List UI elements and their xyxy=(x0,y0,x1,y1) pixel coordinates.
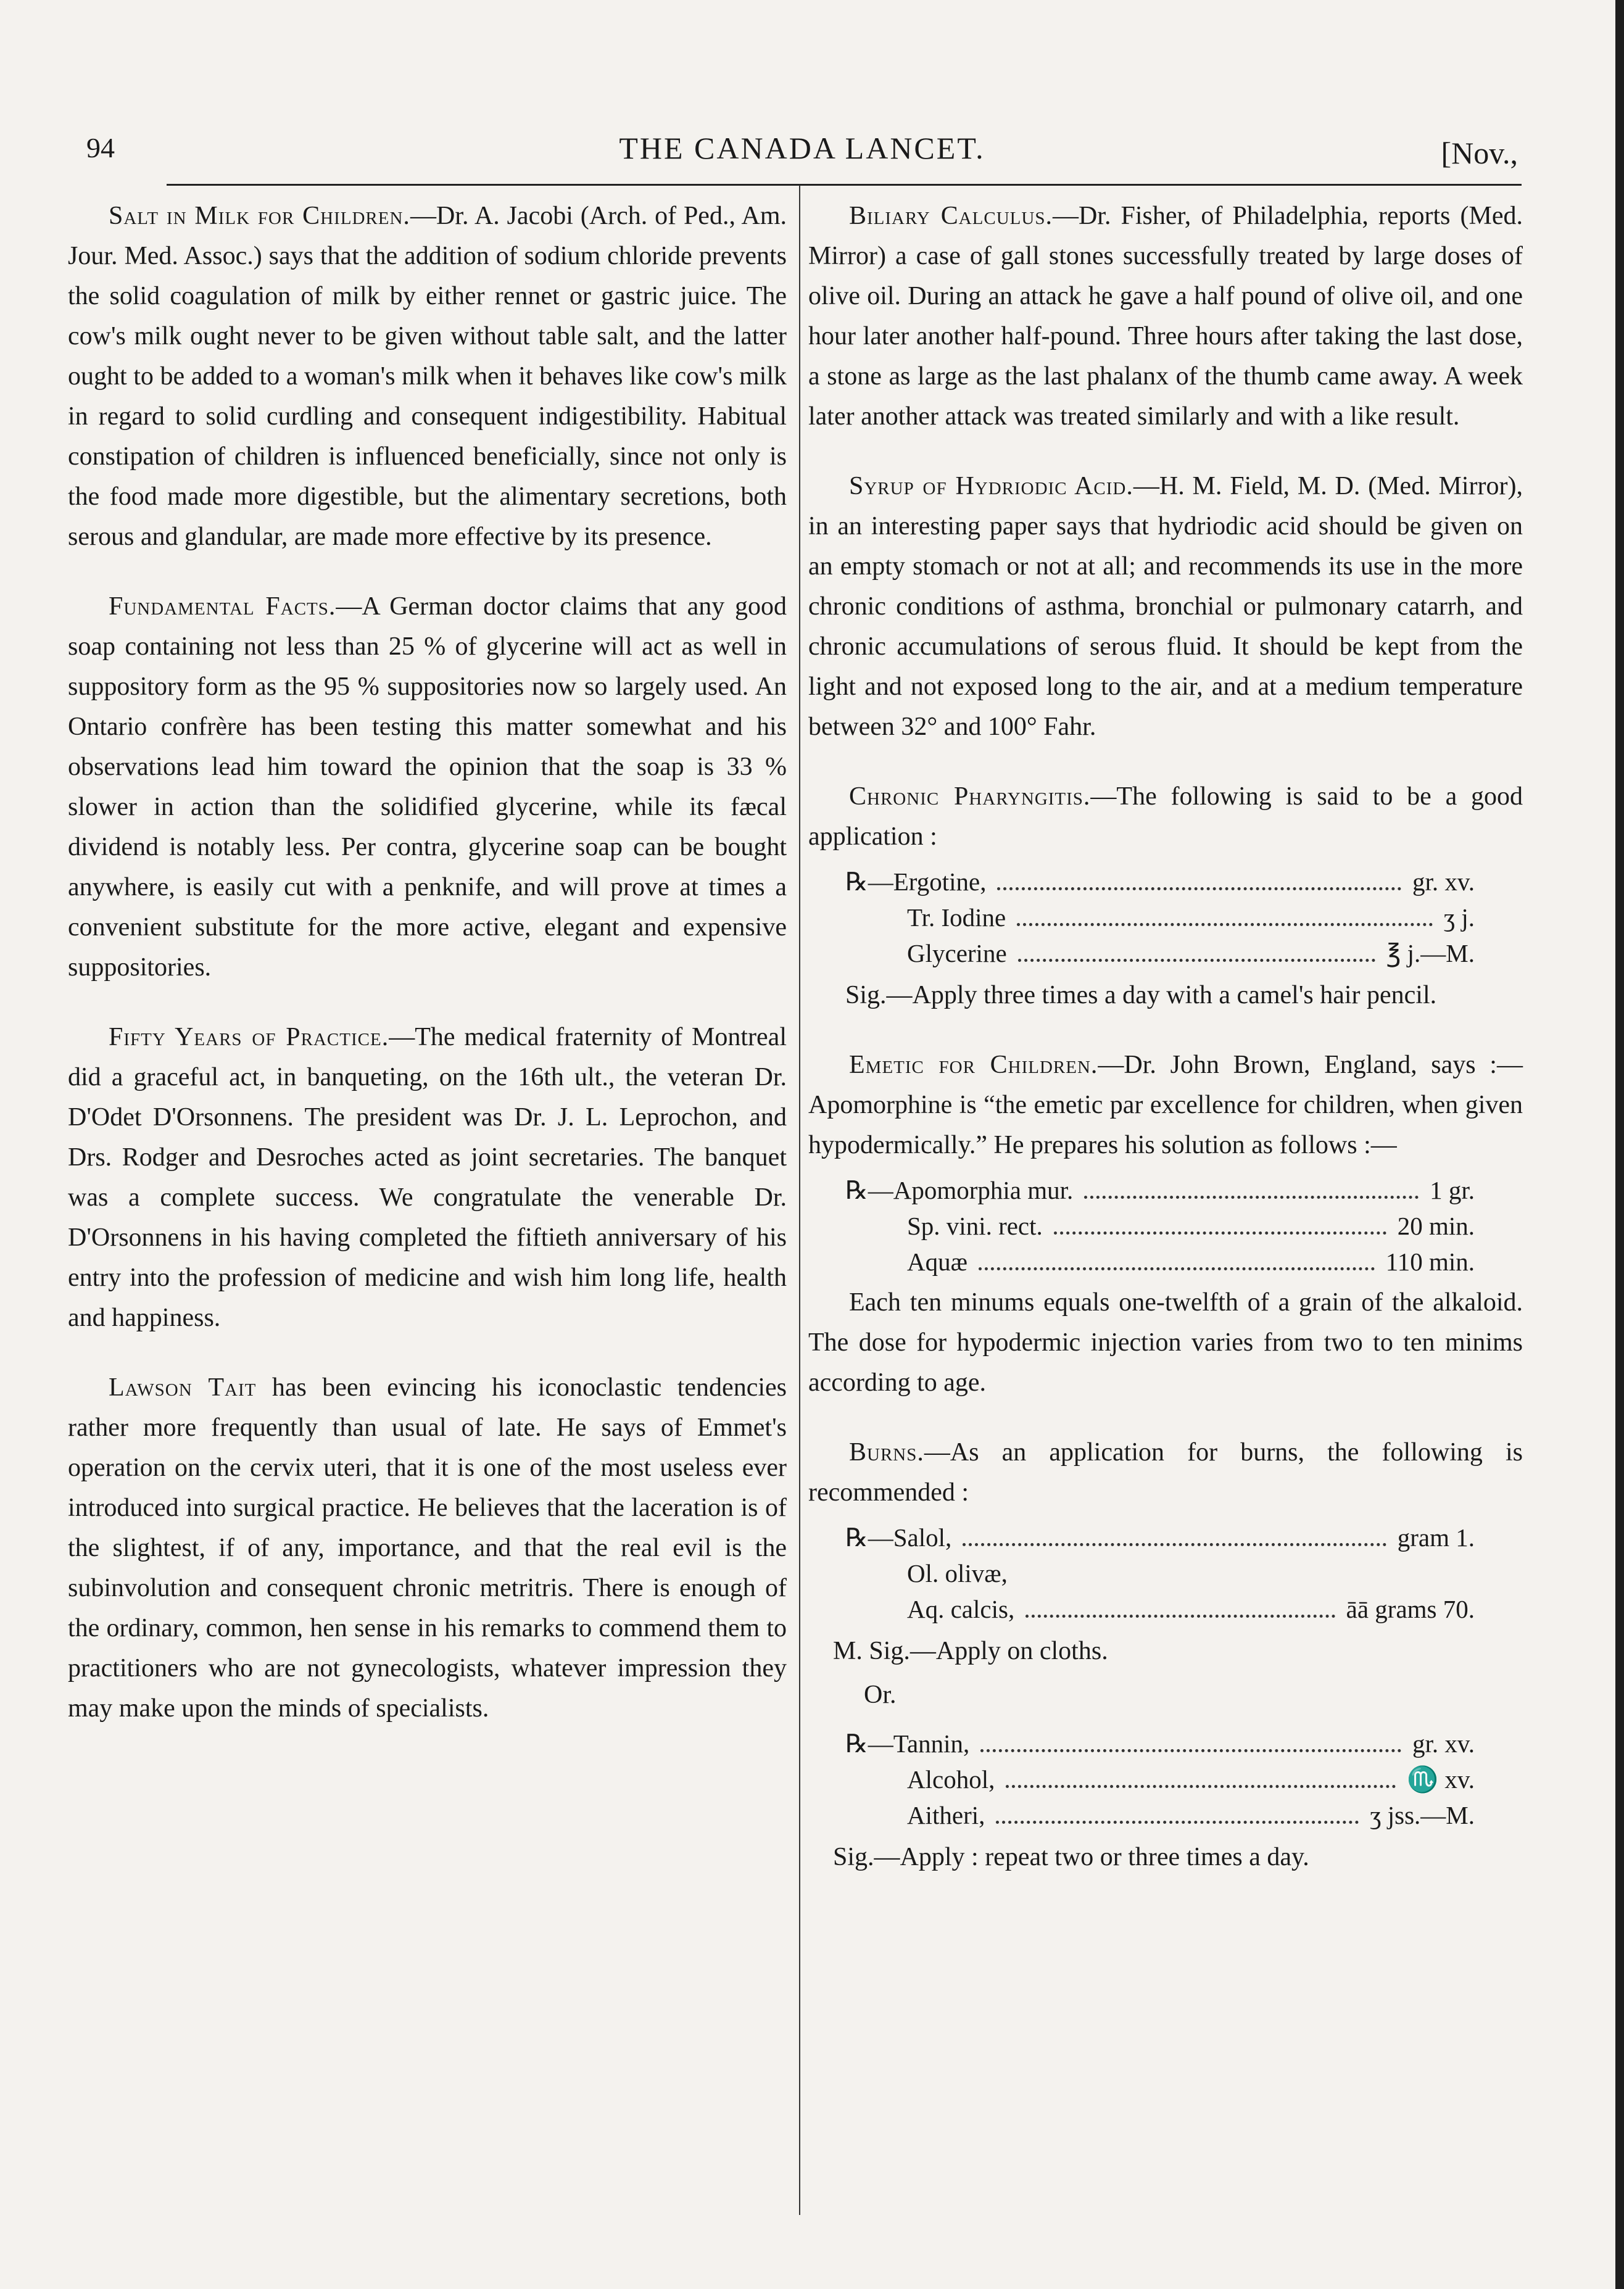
article-fundamental-facts xyxy=(68,587,787,988)
article-syrup-hydriodic xyxy=(808,466,1523,747)
prescription-row xyxy=(845,1795,1475,1831)
prescription-pharyngitis xyxy=(845,862,1475,969)
prescription-ingredient: ℞—Tannin, xyxy=(845,1729,970,1758)
right-column xyxy=(808,196,1523,1881)
prescription-dose: ʒ j. xyxy=(1443,903,1475,932)
prescription-row xyxy=(845,1170,1475,1206)
article-salt-in-milk xyxy=(68,196,787,557)
left-column xyxy=(68,196,787,1758)
article-body: —Dr. A. Jacobi (Arch. of Ped., Am. Jour. Med. Assoc.) says that the addition of sodium chloride prevents the solid coagulation of milk by either rennet or gastric juice. The cow's milk ought never to be given without table salt, and the latter ought to be added to a woman's milk when it behaves like cow's milk in regard to solid curdling and consequent indigestibility. Habitual constipation of children is influenced beneficially, since not only is the food made more digestible, but the alimentary secretions, both serous and glandular, are made more effective by its presence. xyxy=(68,202,787,551)
prescription-row xyxy=(845,898,1475,933)
article-chronic-pharyngitis xyxy=(808,777,1523,857)
article-burns xyxy=(808,1433,1523,1513)
article-heading: Chronic Pharyngitis. xyxy=(849,782,1091,811)
prescription-row xyxy=(845,1589,1475,1625)
prescription-row xyxy=(845,1554,1475,1589)
prescription-dose: ʒ jss.—M. xyxy=(1370,1801,1475,1829)
prescription-sig: Sig.—Apply : repeat two or three times a day. xyxy=(833,1843,1309,1871)
prescription-sig: M. Sig.—Apply on cloths. xyxy=(833,1637,1108,1665)
dot-leader xyxy=(979,1267,1375,1270)
running-title: THE CANADA LANCET. xyxy=(619,131,985,165)
dot-leader xyxy=(997,887,1401,890)
article-body: —The medical fraternity of Montreal did a graceful act, in banqueting, on the 16th ult., the veteran Dr. D'Odet D'Orsonnens. The president was Dr. J. L. Leprochon, and Drs. Rodger and Desroches acted as joint secretaries. The banquet was a complete success. We congratulate the venerable Dr. D'Orsonnens in his having completed the fiftieth anniversary of his entry into the profession of medicine and wish him long life, health and happiness. xyxy=(68,1023,787,1332)
prescription-ingredient: Ol. olivæ, xyxy=(907,1559,1008,1587)
prescription-sig: Sig.—Apply three times a day with a camel's hair pencil. xyxy=(845,981,1437,1009)
prescription-dose: ♏ xv. xyxy=(1407,1765,1475,1794)
prescription-burns-salol xyxy=(845,1518,1475,1625)
prescription-ingredient: Aq. calcis, xyxy=(907,1595,1015,1623)
prescription-ingredient: Alcohol, xyxy=(907,1765,995,1794)
article-heading: Fundamental Facts. xyxy=(109,592,336,621)
prescription-ingredient: Sp. vini. rect. xyxy=(907,1212,1043,1240)
prescription-ingredient: Aquæ xyxy=(907,1248,967,1276)
prescription-dose: ℥ j.—M. xyxy=(1386,939,1475,967)
article-body: —The following is said to be a good application : xyxy=(808,782,1523,851)
prescription-row xyxy=(845,1518,1475,1554)
prescription-burns-tannin xyxy=(845,1724,1475,1831)
article-biliary-calculus xyxy=(808,196,1523,437)
article-fifty-years xyxy=(68,1017,787,1338)
page-number: 94 xyxy=(86,132,115,164)
dot-leader xyxy=(1054,1231,1386,1235)
prescription-ingredient: Glycerine xyxy=(907,939,1007,967)
column-divider xyxy=(799,185,800,2215)
dot-leader xyxy=(963,1543,1386,1546)
article-heading: Burns. xyxy=(849,1438,924,1467)
prescription-emetic xyxy=(845,1170,1475,1278)
prescription-row xyxy=(845,1206,1475,1242)
prescription-dose: gr. xv. xyxy=(1412,1729,1475,1758)
prescription-ingredient: Tr. Iodine xyxy=(907,903,1006,932)
dot-leader xyxy=(1017,923,1433,926)
article-body: —H. M. Field, M. D. (Med. Mirror), in an interesting paper says that hydriodic acid should be given on an empty stomach or not at all; and recommends its use in the more chronic conditions of asthma, bronchial or pulmonary catarrh, and chronic accumulations of serous fluid. It should be kept from the light and not exposed long to the air, and at a medium temperature between 32° and 100° Fahr. xyxy=(808,472,1523,741)
article-body: —A German doctor claims that any good soap containing not less than 25 % of glycerine will act as well in suppository form as the 95 % suppositories now so largely used. An Ontario confrère has been testing this matter somewhat and his observations lead him toward the opinion that the soap is 33 % slower in action than the solidified glycerine, while its fæcal dividend is notably less. Per contra, glycerine soap can be bought anywhere, is easily cut with a penknife, and will prove at times a convenient substitute for the more active, elegant and expensive suppositories. xyxy=(68,592,787,982)
dot-leader xyxy=(1018,959,1375,962)
prescription-row xyxy=(845,1724,1475,1760)
prescription-dose: 20 min. xyxy=(1397,1212,1475,1240)
dot-leader xyxy=(1025,1615,1335,1618)
prescription-row xyxy=(845,933,1475,969)
article-heading: Salt in Milk for Children. xyxy=(109,202,410,230)
page-edge-shadow xyxy=(1615,0,1624,2289)
article-heading: Lawson Tait xyxy=(109,1373,257,1402)
article-emetic-note: Each ten minums equals one-twelfth of a grain of the alkaloid. The dose for hypodermic injection varies from two to ten minims according to age. xyxy=(808,1288,1523,1397)
article-body: has been evincing his iconoclastic tendencies rather more frequently than usual of late. He says of Emmet's operation on the cervix uteri, that it is one of the most useless ever introduced into surgical practice. He believes that the laceration is of the slightest, if of any, importance, and that the real evil is the subinvolution and consequent chronic metritris. There is enough of the ordinary, common, hen sense in his remarks to commend them to practitioners who are not gynecologists, whatever impression they may make upon the minds of specialists. xyxy=(68,1373,787,1723)
prescription-dose: gram 1. xyxy=(1397,1523,1475,1552)
article-body: —As an application for burns, the following is recommended : xyxy=(808,1438,1523,1507)
article-heading: Fifty Years of Practice. xyxy=(109,1023,389,1051)
prescription-row xyxy=(845,1760,1475,1795)
dot-leader xyxy=(1006,1785,1396,1788)
prescription-dose: 110 min. xyxy=(1385,1248,1475,1276)
dot-leader xyxy=(1084,1196,1419,1199)
prescription-row xyxy=(845,1242,1475,1278)
prescription-ingredient: ℞—Apomorphia mur. xyxy=(845,1176,1074,1204)
prescription-or: Or. xyxy=(864,1681,897,1709)
prescription-dose: 1 gr. xyxy=(1430,1176,1475,1204)
article-heading: Biliary Calculus. xyxy=(849,202,1053,230)
prescription-row xyxy=(845,862,1475,898)
dot-leader xyxy=(980,1749,1401,1752)
article-lawson-tait xyxy=(68,1368,787,1729)
header-rule xyxy=(167,184,1522,186)
running-date: [Nov., xyxy=(1441,136,1518,170)
article-body: —Dr. John Brown, England, says :—Apomorphine is “the emetic par excellence for children, when given hypodermically.” He prepares his solution as follows :— xyxy=(808,1051,1523,1159)
article-heading: Syrup of Hydriodic Acid. xyxy=(849,472,1133,500)
running-header xyxy=(86,123,1518,173)
prescription-ingredient: Aitheri, xyxy=(907,1801,985,1829)
article-heading: Emetic for Children. xyxy=(849,1051,1098,1079)
prescription-dose: āā grams 70. xyxy=(1346,1595,1475,1623)
dot-leader xyxy=(996,1821,1359,1824)
prescription-dose: gr. xv. xyxy=(1412,867,1475,896)
article-body: —Dr. Fisher, of Philadelphia, reports (Med. Mirror) a case of gall stones successfully treated by large doses of olive oil. During an attack he gave a half pound of olive oil, and one hour later another half-pound. Three hours after taking the last dose, a stone as large as the last phalanx of the thumb came away. A week later another attack was treated similarly and with a like result. xyxy=(808,202,1523,431)
prescription-ingredient: ℞—Salol, xyxy=(845,1523,952,1552)
article-emetic-children xyxy=(808,1045,1523,1165)
prescription-ingredient: ℞—Ergotine, xyxy=(845,867,987,896)
